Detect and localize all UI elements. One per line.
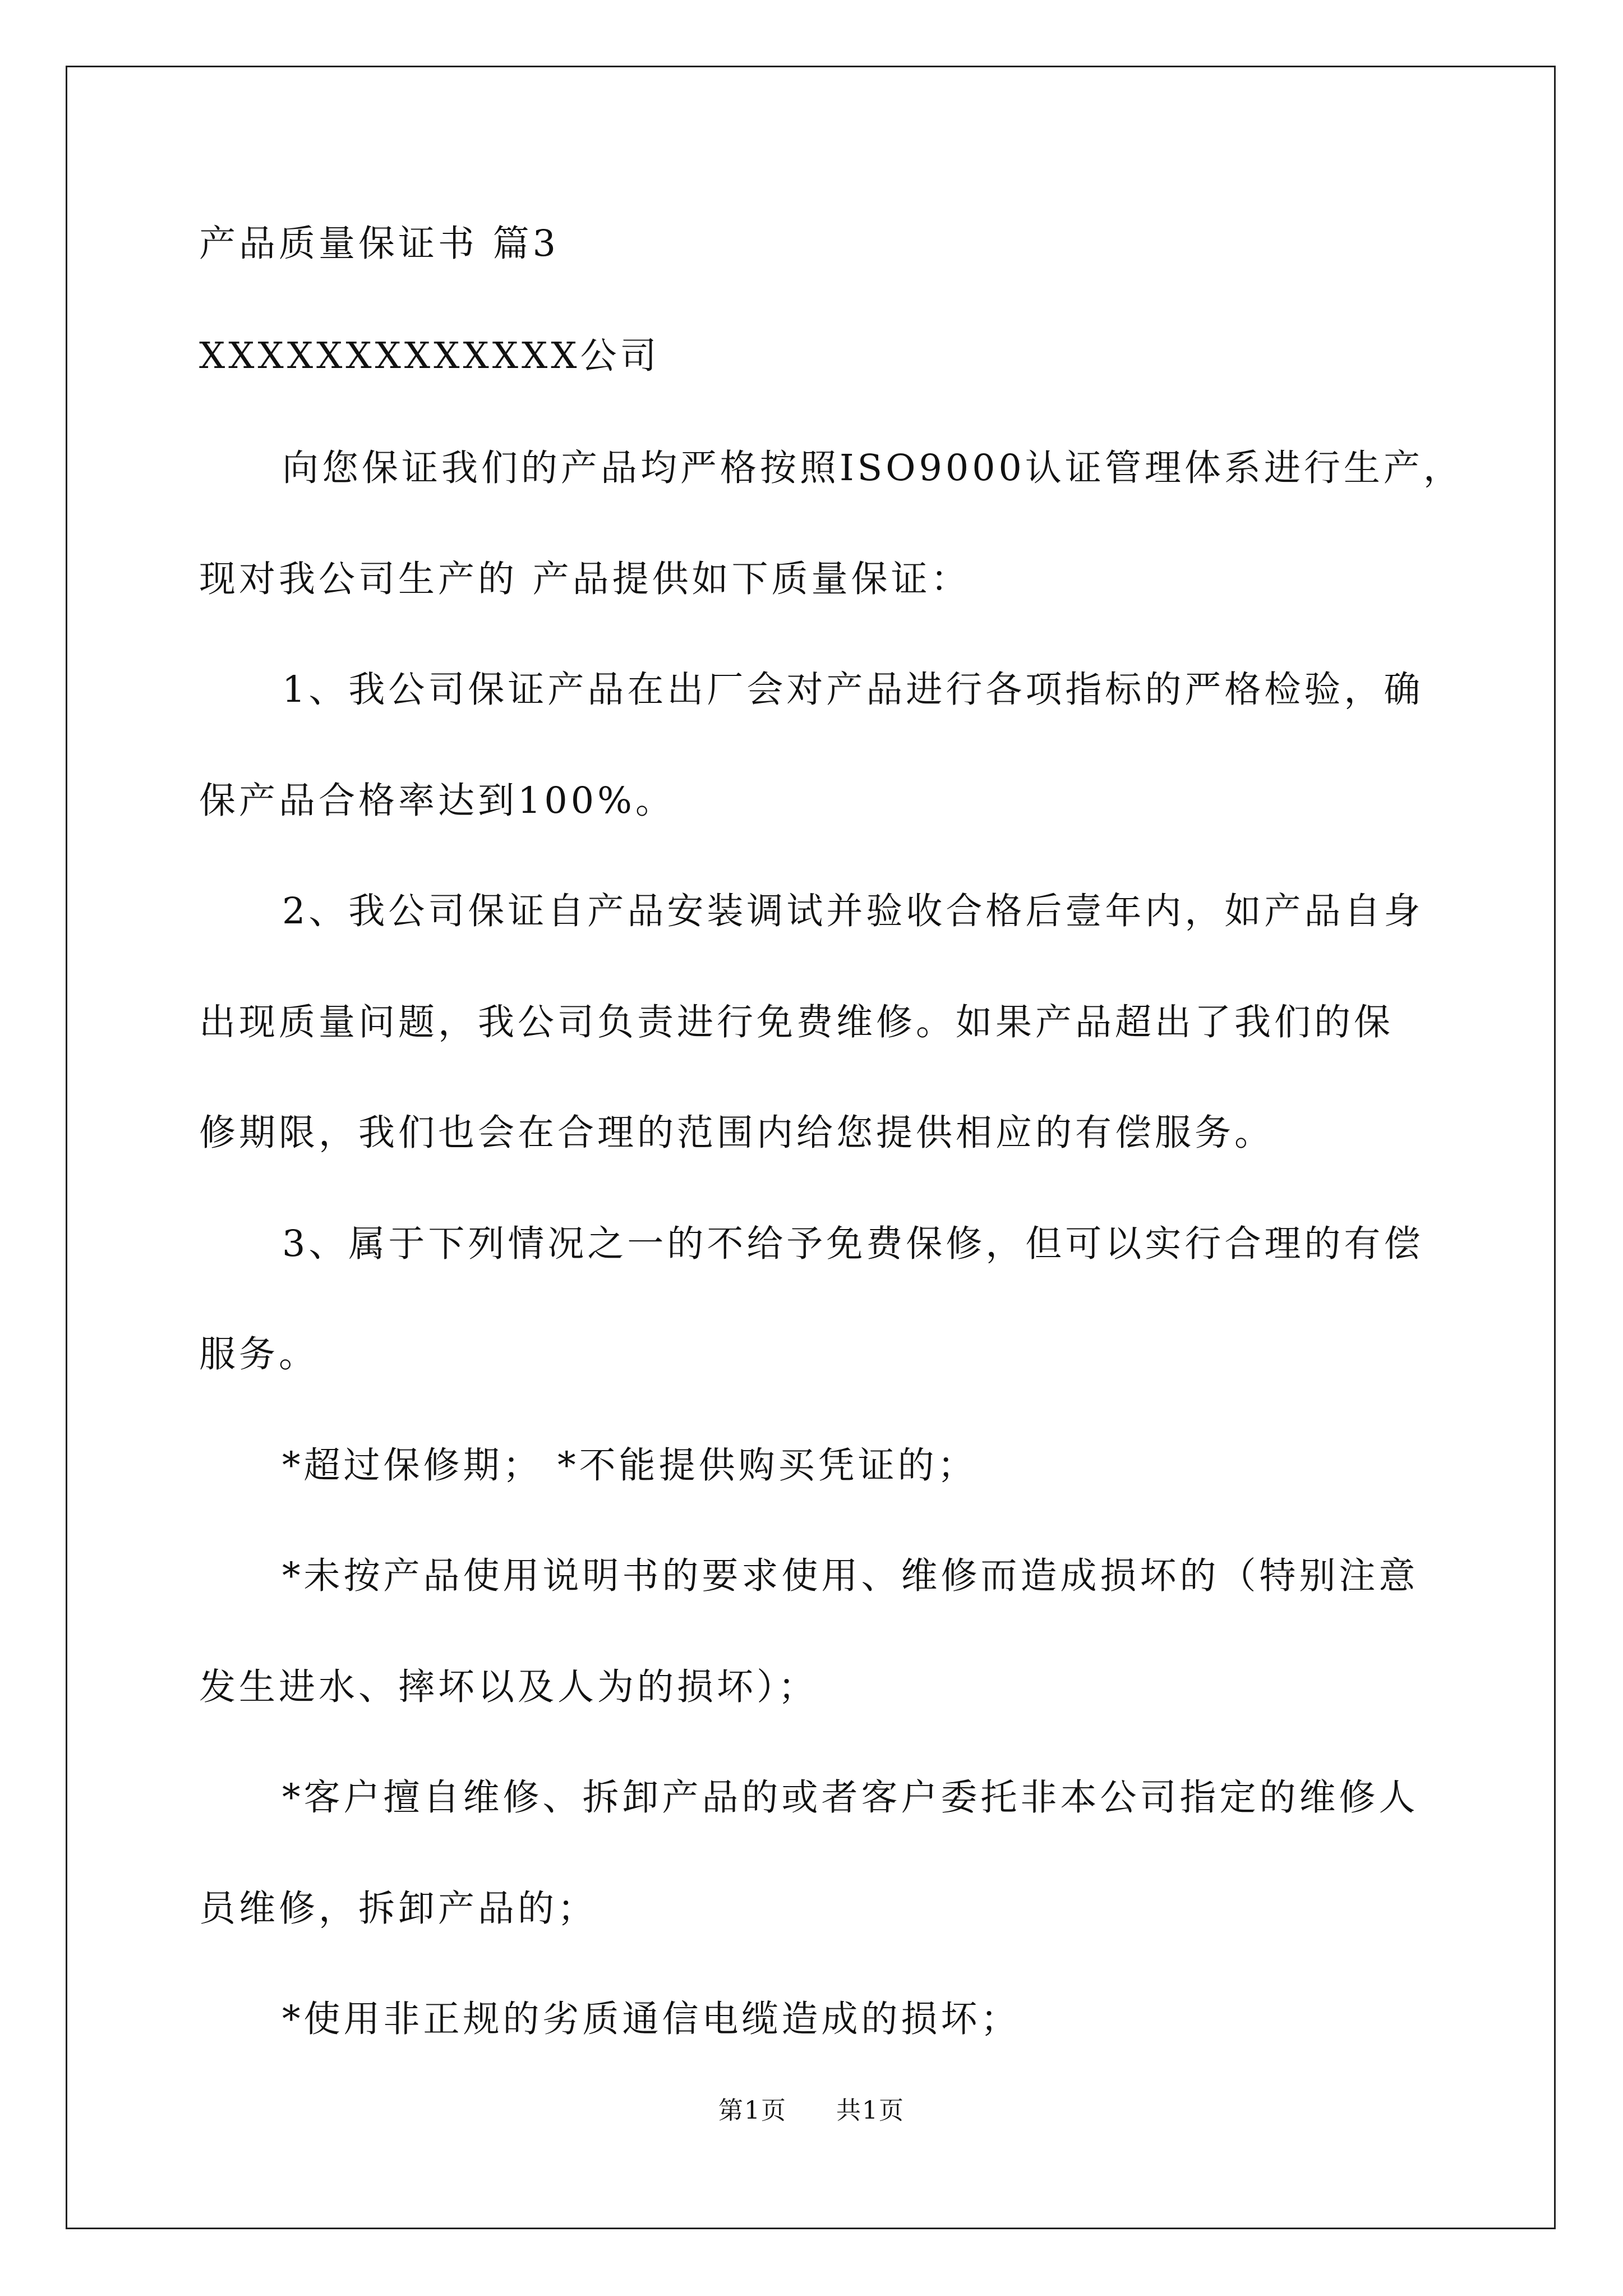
page-total: 共1页 [836, 2096, 905, 2125]
paragraph-line: 3、属于下列情况之一的不给予免费保修，但可以实行合理的有偿 [282, 1223, 1424, 1265]
paragraph-line: 现对我公司生产的 产品提供如下质量保证： [199, 558, 971, 600]
paragraph-line: 出现质量问题，我公司负责进行免费维修。如果产品超出了我们的保 [199, 1001, 1394, 1043]
paragraph-line: *未按产品使用说明书的要求使用、维修而造成损坏的（特别注意 [282, 1555, 1419, 1597]
paragraph-line: 保产品合格率达到100%。 [199, 780, 675, 822]
paragraph-line: 发生进水、摔坏以及人为的损坏）； [199, 1666, 818, 1708]
document-title: 产品质量保证书 篇3 [199, 223, 560, 265]
paragraph-line: 服务。 [199, 1333, 319, 1375]
paragraph-line: *客户擅自维修、拆卸产品的或者客户委托非本公司指定的维修人 [282, 1777, 1419, 1819]
page-number: 第1页 [718, 2096, 787, 2125]
paragraph-line: 2、我公司保证自产品安装调试并验收合格后壹年内，如产品自身 [282, 890, 1424, 932]
paragraph-line: 1、我公司保证产品在出厂会对产品进行各项指标的严格检验，确 [282, 669, 1424, 711]
paragraph-line: 员维修，拆卸产品的； [199, 1888, 598, 1930]
paragraph-line: *超过保修期； *不能提供购买凭证的； [282, 1444, 978, 1487]
paragraph-line: 向您保证我们的产品均严格按照ISO9000认证管理体系进行生产， [282, 447, 1463, 489]
paragraph-line: *使用非正规的劣质通信电缆造成的损坏； [282, 1998, 1021, 2040]
page-footer [0, 2095, 1623, 2127]
recipient-line: XXXXXXXXXXXXX公司 [199, 335, 660, 377]
paragraph-line: 修期限，我们也会在合理的范围内给您提供相应的有偿服务。 [199, 1112, 1275, 1154]
